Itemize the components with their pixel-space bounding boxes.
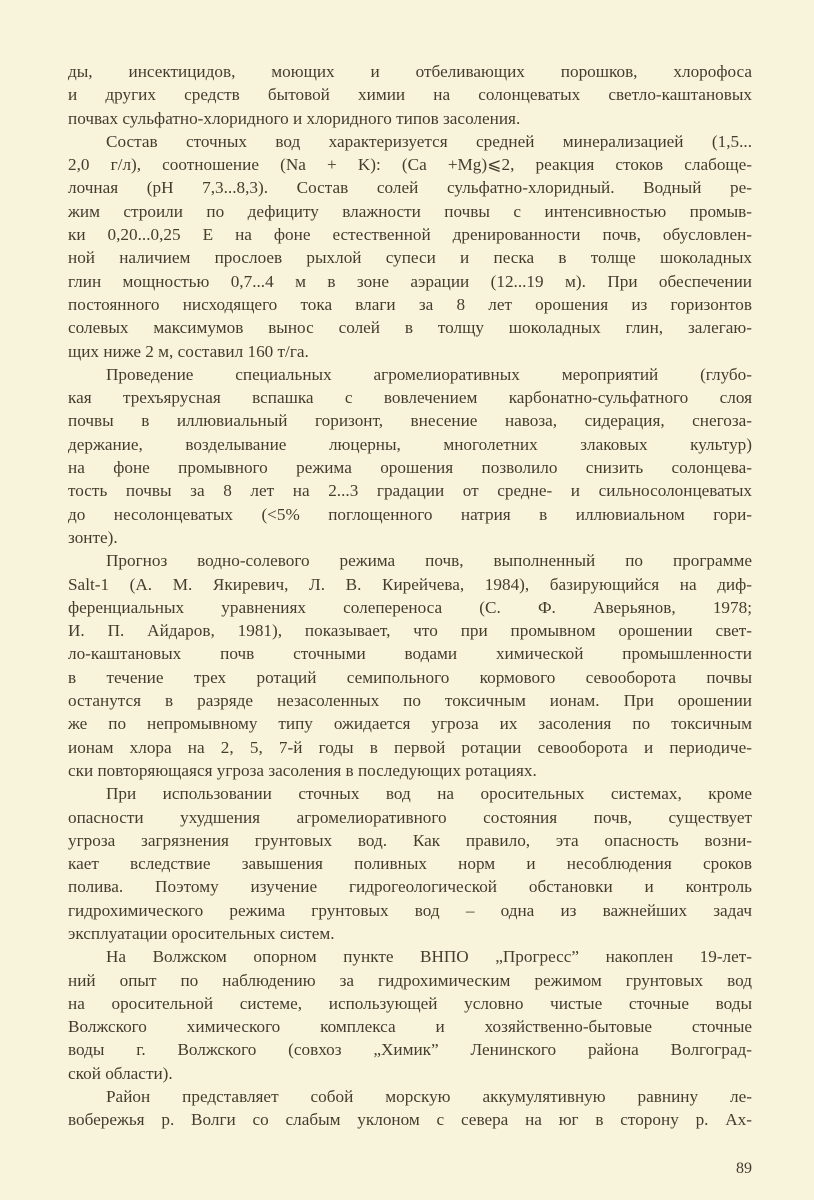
text-line: Состав сточных вод характеризуется средней минерализацией (1,5... bbox=[106, 131, 752, 151]
text-line: ской области). bbox=[68, 1063, 173, 1083]
text-line: Salt-1 (А. М. Якиревич, Л. В. Кирейчева, 1984), базирующийся на диф- bbox=[68, 574, 752, 594]
text-line: зонте). bbox=[68, 527, 118, 547]
text-line: постоянного нисходящего тока влаги за 8 лет орошения из горизонтов bbox=[68, 294, 752, 314]
text-line: эксплуатации оросительных систем. bbox=[68, 923, 335, 943]
text-line: ной наличием прослоев рыхлой супеси и песка в толще шоколадных bbox=[68, 248, 752, 268]
text-line: вобережья р. Волги со слабым уклоном с севера на юг в сторону р. Ах- bbox=[68, 1110, 752, 1130]
text-line: угроза загрязнения грунтовых вод. Как правило, эта опасность возни- bbox=[68, 830, 752, 850]
text-line: на фоне промывного режима орошения позволило снизить солонцева- bbox=[68, 458, 752, 478]
text-line: ды, инсектицидов, моющих и отбеливающих порошков, хлорофоса bbox=[68, 62, 752, 81]
text-line: воды г. Волжского (совхоз „Химик” Ленинского района Волгоград- bbox=[68, 1040, 752, 1060]
text-line: ионам хлора на 2, 5, 7-й годы в первой ротации севооборота и периодиче- bbox=[68, 737, 752, 757]
paragraph bbox=[68, 1085, 752, 1132]
text-line: почвах сульфатно-хлоридного и хлоридного типов засоления. bbox=[68, 108, 521, 128]
text-line: Волжского химического комплекса и хозяйственно-бытовые сточные bbox=[68, 1017, 752, 1037]
text-line: кая трехъярусная вспашка с вовлечением карбонатно-сульфатного слоя bbox=[68, 388, 752, 408]
text-line: до несолонцеватых (<5% поглощенного натрия в иллювиальном гори- bbox=[68, 504, 752, 524]
text-line: кает вследствие завышения поливных норм и несоблюдения сроков bbox=[68, 854, 752, 874]
text-line: Район представляет собой морскую аккумулятивную равнину ле- bbox=[106, 1087, 752, 1107]
paragraph bbox=[68, 945, 752, 1085]
text-line: гидрохимического режима грунтовых вод – одна из важнейших задач bbox=[68, 900, 752, 920]
paragraph bbox=[68, 549, 752, 782]
text-line: держание, возделывание люцерны, многолетних злаковых культур) bbox=[68, 434, 752, 454]
text-line: солевых максимумов вынос солей в толщу шоколадных глин, залегаю- bbox=[68, 318, 752, 338]
text-line: лочная (pH 7,3...8,3). Состав солей сульфатно-хлоридный. Водный ре- bbox=[68, 178, 752, 198]
text-line: При использовании сточных вод на оросительных системах, кроме bbox=[106, 784, 752, 804]
text-line: ски повторяющаяся угроза засоления в последующих ротациях. bbox=[68, 760, 537, 780]
paragraph bbox=[68, 782, 752, 945]
text-line: и других средств бытовой химии на солонцеватых светло-каштановых bbox=[68, 85, 752, 105]
page-number: 89 bbox=[736, 1160, 752, 1177]
text-line: На Волжском опорном пункте ВНПО „Прогресс” накоплен 19-лет- bbox=[106, 947, 752, 967]
text-line: почвы в иллювиальный горизонт, внесение навоза, сидерация, снегоза- bbox=[68, 411, 752, 431]
text-line: останутся в разряде незасоленных по токсичным ионам. При орошении bbox=[68, 691, 752, 711]
text-line: щих ниже 2 м, составил 160 т/га. bbox=[68, 341, 309, 361]
text-line: ло-каштановых почв сточными водами химической промышленности bbox=[68, 644, 752, 664]
text-line: опасности ухудшения агромелиоративного состояния почв, существует bbox=[68, 807, 752, 827]
paragraph bbox=[68, 363, 752, 549]
text-line: ки 0,20...0,25 Е на фоне естественной дренированности почв, обусловлен- bbox=[68, 225, 752, 245]
text-line: ний опыт по наблюдению за гидрохимическим режимом грунтовых вод bbox=[68, 970, 752, 990]
text-line: же по непромывному типу ожидается угроза их засоления по токсичным bbox=[68, 714, 752, 734]
text-line: ференциальных уравнениях солепереноса (С. Ф. Аверьянов, 1978; bbox=[68, 597, 752, 617]
text-line: глин мощностью 0,7...4 м в зоне аэрации (12...19 м). При обеспечении bbox=[68, 271, 752, 291]
text-line: в течение трех ротаций семипольного кормового севооборота почвы bbox=[68, 667, 752, 687]
text-line: Проведение специальных агромелиоративных мероприятий (глубо- bbox=[106, 364, 752, 384]
text-line: И. П. Айдаров, 1981), показывает, что при промывном орошении свет- bbox=[68, 621, 752, 641]
document-body bbox=[68, 60, 752, 1132]
text-line: на оросительной системе, использующей условно чистые сточные воды bbox=[68, 993, 752, 1013]
text-line: жим строили по дефициту влажности почвы с интенсивностью промыв- bbox=[68, 201, 752, 221]
text-line: тость почвы за 8 лет на 2...3 градации от средне- и сильносолонцеватых bbox=[68, 481, 752, 501]
text-line: 2,0 г/л), соотношение (Na + K): (Ca +Mg)⩽2, реакция стоков слабоще- bbox=[68, 155, 752, 175]
text-line: Прогноз водно-солевого режима почв, выполненный по программе bbox=[106, 551, 752, 571]
text-line: полива. Поэтому изучение гидрогеологической обстановки и контроль bbox=[68, 877, 752, 897]
paragraph bbox=[68, 130, 752, 363]
paragraph bbox=[68, 60, 752, 130]
